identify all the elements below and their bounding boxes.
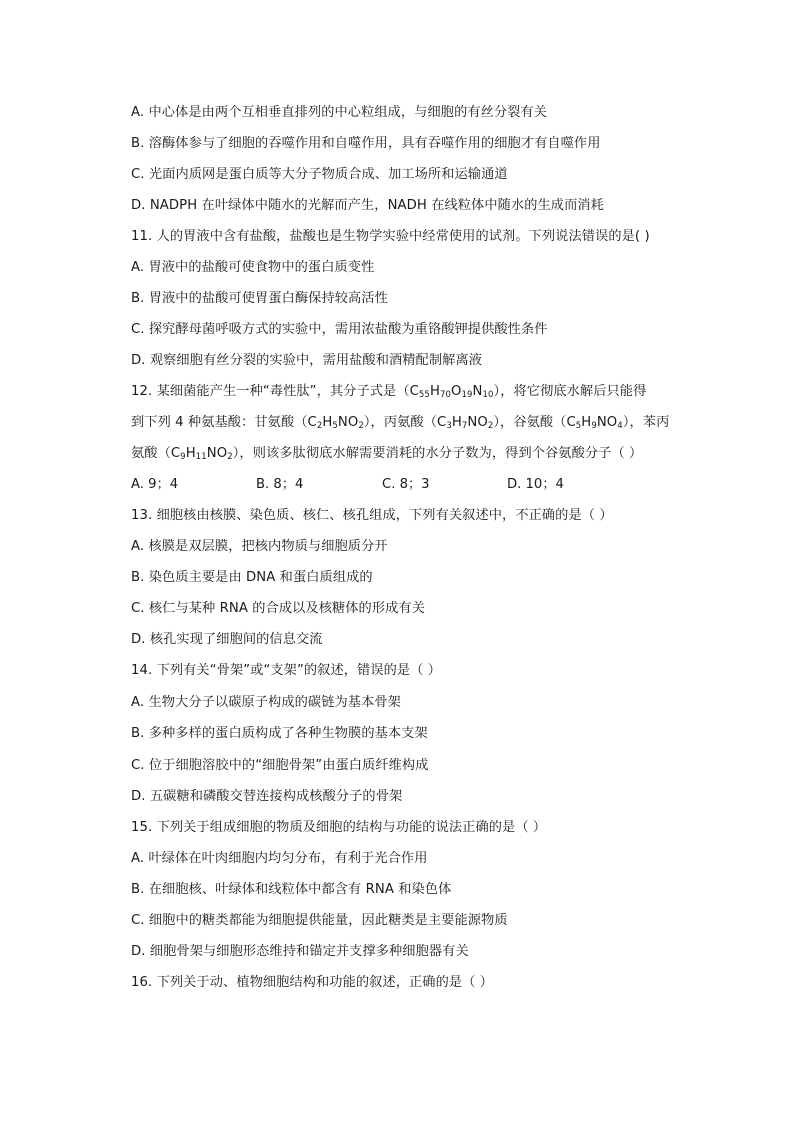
q12-option-c: C. 8；3 bbox=[382, 477, 430, 492]
q15-option-a: A. 叶绿体在叶肉细胞内均匀分布，有利于光合作用 bbox=[131, 851, 428, 866]
q12-options-row bbox=[131, 475, 701, 495]
option-a: A. 中心体是由两个互相垂直排列的中心粒组成，与细胞的有丝分裂有关 bbox=[131, 105, 548, 120]
question-15-stem: 15. 下列关于组成细胞的物质及细胞的结构与功能的说法正确的是（ ） bbox=[131, 820, 547, 835]
q11-option-c: C. 探究酵母菌呼吸方式的实验中，需用浓盐酸为重铬酸钾提供酸性条件 bbox=[131, 322, 548, 337]
q14-option-d: D. 五碳糖和磷酸交替连接构成核酸分子的骨架 bbox=[131, 789, 403, 804]
q13-option-d: D. 核孔实现了细胞间的信息交流 bbox=[131, 632, 323, 647]
q12-option-b: B. 8；4 bbox=[256, 477, 304, 492]
q12-option-d: D. 10；4 bbox=[507, 477, 564, 492]
q11-option-b: B. 胃液中的盐酸可使胃蛋白酶保持较高活性 bbox=[131, 291, 388, 306]
question-14-stem: 14. 下列有关“骨架”或“支架”的叙述，错误的是（ ） bbox=[131, 663, 442, 678]
q13-option-c: C. 核仁与某种 RNA 的合成以及核糖体的形成有关 bbox=[131, 601, 425, 616]
q15-option-c: C. 细胞中的糖类都能为细胞提供能量，因此糖类是主要能源物质 bbox=[131, 913, 508, 928]
option-c: C. 光面内质网是蛋白质等大分子物质合成、加工场所和运输通道 bbox=[131, 167, 508, 182]
q15-option-d: D. 细胞骨架与细胞形态维持和锚定并支撑多种细胞器有关 bbox=[131, 944, 469, 959]
question-12-stem-line1: 12. 某细菌能产生一种“毒性肽”，其分子式是$(C_{55}H_{70}O_{19}N_{10})$，将它彻底水解后只能得 bbox=[131, 384, 647, 400]
question-16-stem: 16. 下列关于动、植物细胞结构和功能的叙述，正确的是（ ） bbox=[131, 975, 494, 990]
q13-option-a: A. 核膜是双层膜，把核内物质与细胞质分开 bbox=[131, 539, 388, 554]
q14-option-b: B. 多种多样的蛋白质构成了各种生物膜的基本支架 bbox=[131, 726, 428, 741]
question-13-stem: 13. 细胞核由核膜、染色质、核仁、核孔组成，下列有关叙述中，不正确的是（ ） bbox=[131, 508, 613, 523]
question-12-stem-line3: 氨酸$(C_9H_{11}NO_2)$，则该多肽彻底水解需要消耗的水分子数为，得到个谷氨酸分子（ ） bbox=[131, 446, 643, 462]
q14-option-c: C. 位于细胞溶胶中的“细胞骨架”由蛋白质纤维构成 bbox=[131, 758, 429, 773]
q13-option-b: B. 染色质主要是由 DNA 和蛋白质组成的 bbox=[131, 570, 373, 585]
question-12-stem-line2: 到下列 4 种氨基酸：甘氨酸$(C_2H_5NO_2)$，丙氨酸$(C_3H_7NO_2)$，谷氨酸$(C_5H_9NO_4)$，苯丙 bbox=[131, 415, 670, 431]
option-d: D. NADPH 在叶绿体中随水的光解而产生，NADH 在线粒体中随水的生成而消耗 bbox=[131, 198, 604, 213]
q15-option-b: B. 在细胞核、叶绿体和线粒体中都含有 RNA 和染色体 bbox=[131, 882, 452, 897]
option-b: B. 溶酶体参与了细胞的吞噬作用和自噬作用，具有吞噬作用的细胞才有自噬作用 bbox=[131, 136, 601, 151]
q11-option-d: D. 观察细胞有丝分裂的实验中，需用盐酸和酒精配制解离液 bbox=[131, 353, 483, 368]
q11-option-a: A. 胃液中的盐酸可使食物中的蛋白质变性 bbox=[131, 260, 375, 275]
q12-option-a: A. 9；4 bbox=[131, 477, 179, 492]
question-11-stem: 11. 人的胃液中含有盐酸，盐酸也是生物学实验中经常使用的试剂。下列说法错误的是( ) bbox=[131, 229, 650, 244]
q14-option-a: A. 生物大分子以碳原子构成的碳链为基本骨架 bbox=[131, 695, 401, 710]
